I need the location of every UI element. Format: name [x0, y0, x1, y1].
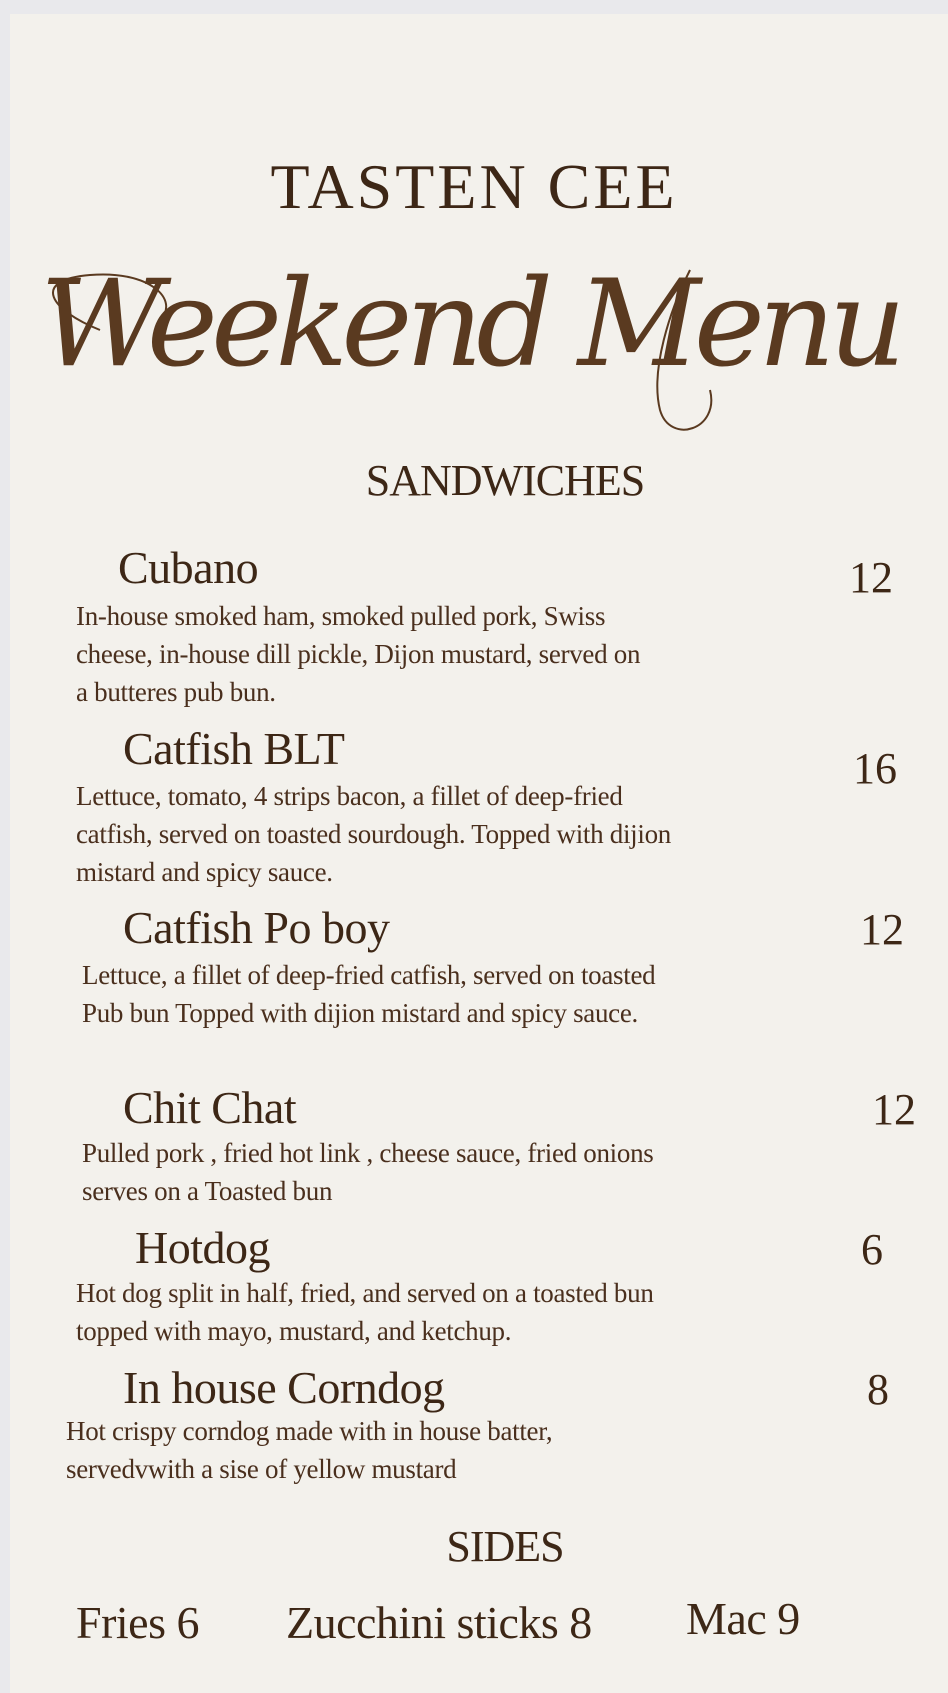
item-desc-in-house-corndog: Hot crispy corndog made with in house batter, servedvwith a sise of yellow mustard	[66, 1416, 553, 1484]
item-name-catfish-blt: Catfish BLT	[123, 723, 345, 774]
item-desc-cubano: In-house smoked ham, smoked pulled pork, Swiss cheese, in-house dill pickle, Dijon mustard, served on a butteres pub bun.	[76, 601, 641, 707]
item-price-chit-chat: 12	[872, 1085, 916, 1134]
menu-title	[30, 255, 910, 440]
item-price-hotdog: 6	[861, 1225, 883, 1274]
item-desc-hotdog: Hot dog split in half, fried, and served on a toasted bun topped with mayo, mustard, and ketchup.	[76, 1278, 654, 1346]
item-name-chit-chat: Chit Chat	[123, 1082, 297, 1133]
item-price-in-house-corndog: 8	[867, 1365, 889, 1414]
section-title-sandwiches: SANDWICHES	[365, 456, 645, 505]
item-desc-chit-chat: Pulled pork , fried hot link , cheese sauce, fried onions serves on a Toasted bun	[82, 1138, 654, 1206]
brand-name: TASTEN CEE	[270, 151, 678, 222]
section-title-sides: SIDES	[446, 1522, 564, 1571]
menu-title-text: Weekend Menu	[40, 255, 900, 394]
item-price-catfish-blt: 16	[853, 744, 897, 793]
side-item: Zucchini sticks 8	[286, 1597, 592, 1648]
menu-title-script	[30, 255, 910, 440]
side-item: Mac 9	[686, 1593, 800, 1644]
side-item: Fries 6	[76, 1597, 199, 1648]
item-price-catfish-po-boy: 12	[860, 905, 904, 954]
item-name-cubano: Cubano	[118, 542, 259, 593]
item-name-catfish-po-boy: Catfish Po boy	[123, 902, 390, 953]
item-name-hotdog: Hotdog	[135, 1222, 270, 1273]
item-desc-catfish-po-boy: Lettuce, a fillet of deep-fried catfish, served on toasted Pub bun Topped with dijion mistard and spicy sauce.	[82, 960, 656, 1028]
item-name-in-house-corndog: In house Corndog	[123, 1362, 445, 1413]
item-desc-catfish-blt: Lettuce, tomato, 4 strips bacon, a fillet of deep-fried catfish, served on toasted sourdough. Topped with dijion mistard and spicy sauce.	[76, 781, 671, 887]
item-price-cubano: 12	[849, 553, 893, 602]
